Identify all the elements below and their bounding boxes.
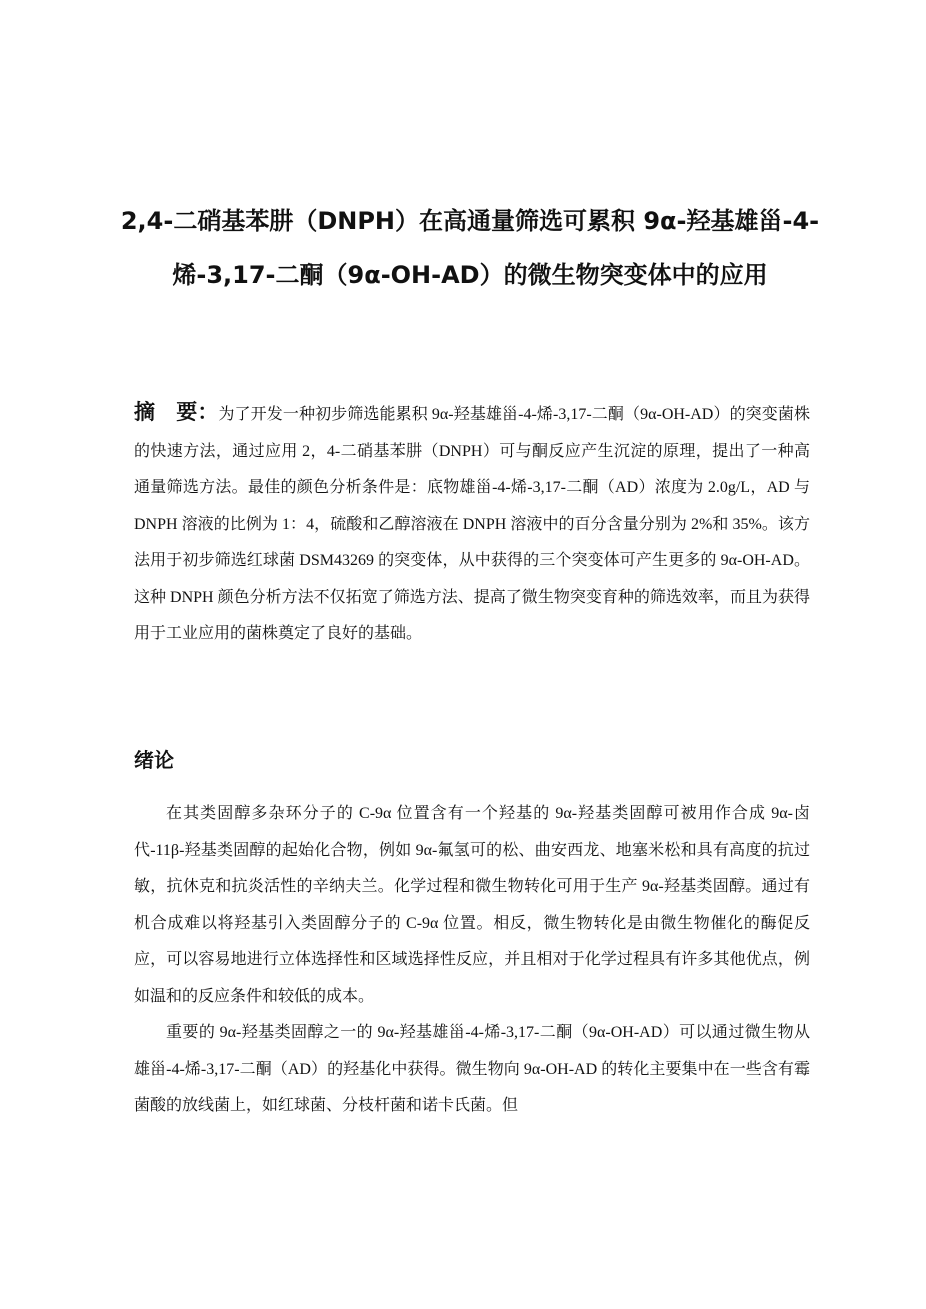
section-body: [134, 796, 810, 1125]
document-title: 2,4-二硝基苯肼（DNPH）在高通量筛选可累积 9α-羟基雄甾-4-烯-3,17-二酮（9α-OH-AD）的微生物突变体中的应用: [120, 207, 820, 289]
abstract: [134, 394, 810, 653]
abstract-label: 摘 要：: [134, 400, 219, 424]
abstract-text: 为了开发一种初步筛选能累积 9α-羟基雄甾-4-烯-3,17-二酮（9α-OH-AD）的突变菌株的快速方法，通过应用 2，4-二硝基苯肼（DNPH）可与酮反应产生沉淀的原理，提出了一种高通量筛选方法。最佳的颜色分析条件是：底物雄甾-4-烯-3,17-二酮（AD）浓度为 2.0g/L，AD 与 DNPH 溶液的比例为 1：4，硫酸和乙醇溶液在 DNPH 溶液中的百分含量分别为 2%和 35%。该方法用于初步筛选红球菌 DSM43269 的突变体，从中获得的三个突变体可产生更多的 9α-OH-AD。这种 DNPH 颜色分析方法不仅拓宽了筛选方法、提高了微生物突变育种的筛选效率，而且为获得用于工业应用的菌株奠定了良好的基础。: [134, 406, 810, 642]
body-paragraph: 在其类固醇多杂环分子的 C-9α 位置含有一个羟基的 9α-羟基类固醇可被用作合成 9α-卤代-11β-羟基类固醇的起始化合物，例如 9α-氟氢可的松、曲安西龙、地塞米松和具有高度的抗过敏，抗休克和抗炎活性的辛纳夫兰。化学过程和微生物转化可用于生产 9α-羟基类固醇。通过有机合成难以将羟基引入类固醇分子的 C-9α 位置。相反，微生物转化是由微生物催化的酶促反应，可以容易地进行立体选择性和区域选择性反应，并且相对于化学过程具有许多其他优点，例如温和的反应条件和较低的成本。: [134, 805, 810, 1005]
body-paragraph: 重要的 9α-羟基类固醇之一的 9α-羟基雄甾-4-烯-3,17-二酮（9α-OH-AD）可以通过微生物从雄甾-4-烯-3,17-二酮（AD）的羟基化中获得。微生物向 9α-OH-AD 的转化主要集中在一些含有霉菌酸的放线菌上，如红球菌、分枝杆菌和诺卡氏菌。但: [134, 1024, 810, 1114]
section-heading: 绪论: [134, 748, 174, 772]
